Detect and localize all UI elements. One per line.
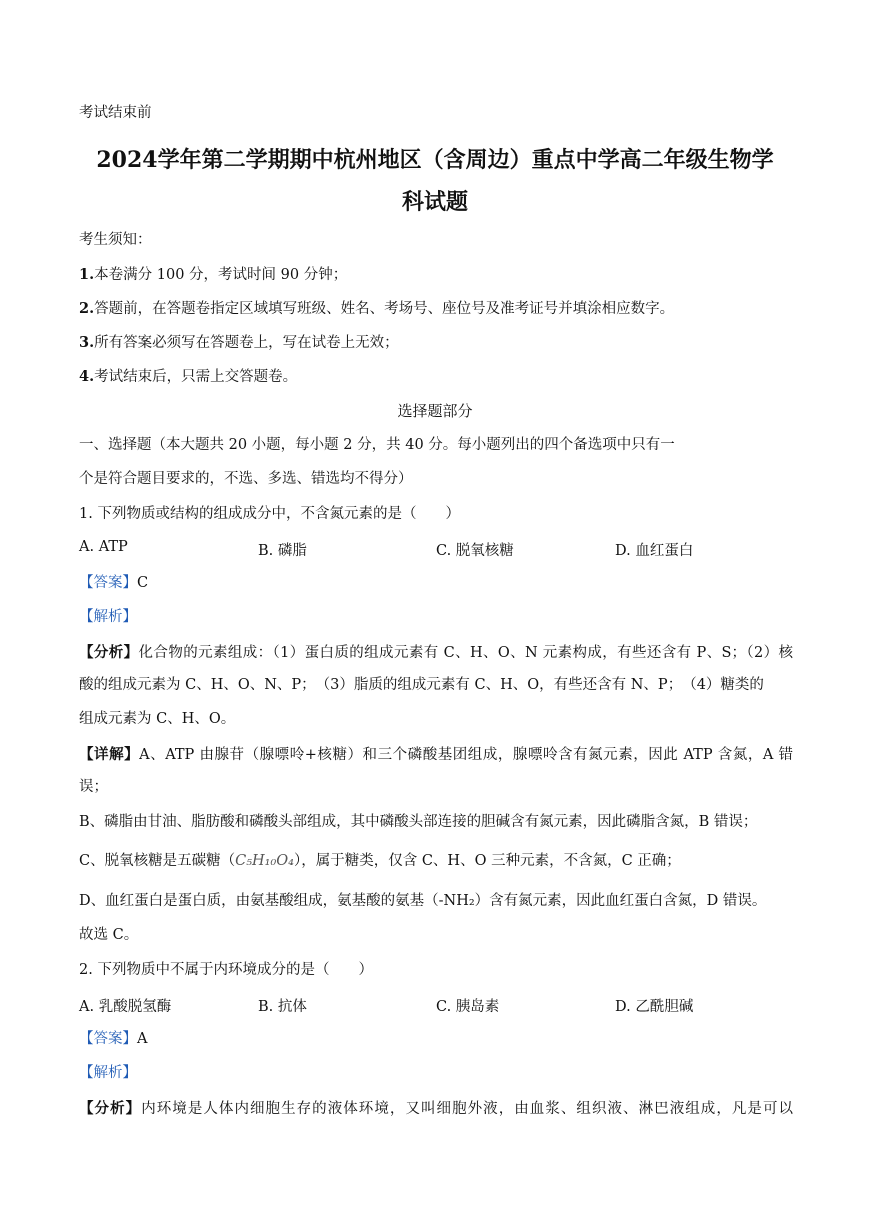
fenxi-label: 【分析】 [79,1100,142,1117]
answer-value: C [137,575,149,591]
notice-item-text: 考试结束后，只需上交答题卷。 [94,369,298,385]
q1-fenxi-line2: 酸的组成元素为 C、H、O、N、P； （3）脂质的组成元素有 C、H、O，有些还含有 N、P； （4）糖类的 [79,677,764,693]
answer-value: A [137,1031,148,1047]
notice-item-text: 答题前，在答题卷指定区域填写班级、姓名、考场号、座位号及准考证号并填涂相应数字。 [94,301,675,317]
q2-option-d: D. 乙酰胆碱 [615,999,694,1015]
q2-stem: 2. 下列物质中不属于内环境成分的是（ ） [79,962,373,978]
notice-heading: 考生须知： [79,232,152,248]
section-title: 选择题部分 [397,402,473,420]
section-intro-line2: 个是符合题目要求的，不选、多选、错选均不得分） [79,471,413,487]
q2-option-a: A. 乳酸脱氢酶 [79,999,172,1015]
notice-item-number: 4. [79,368,95,385]
exam-title-line2: 科试题 [401,189,468,215]
q1-detail-line2: 误； [79,779,108,795]
q1-detail-line3: B、磷脂由甘油、脂肪酸和磷酸头部组成，其中磷酸头部连接的胆碱含有氮元素，因此磷脂含氮，B 错误； [79,814,758,830]
q1-option-b: B. 磷脂 [258,543,307,559]
notice-item-text: 本卷满分 100 分，考试时间 90 分钟； [94,267,348,283]
q1-detail-line4 [79,851,681,871]
notice-item-text: 所有答案必须写在答题卷上，写在试卷上无效； [94,335,399,351]
q2-option-b: B. 抗体 [258,999,307,1015]
section-intro-line1: 一、选择题（本大题共 20 小题，每小题 2 分，共 40 分。每小题列出的四个备选项中只有一 [79,437,675,453]
q1-option-c: C. 脱氧核糖 [436,543,514,559]
deoxyribose-formula: C₅H₁₀O₄ [235,853,294,869]
fenxi-text: 化合物的元素组成：（1）蛋白质的组成元素有 C、H、O、N 元素构成，有些还含有 P、S；（2）核 [138,645,794,661]
answer-label: 【答案】 [79,1031,137,1047]
q1-fenxi-line3: 组成元素为 C、H、O。 [79,711,236,727]
notice-item-number: 3. [79,334,95,351]
q1-fenxi-line1 [79,641,793,662]
q2-answer [79,1029,147,1049]
notice-item-3 [79,333,399,353]
q2-option-c: C. 胰岛素 [436,999,500,1015]
fenxi-label: 【分析】 [79,644,139,661]
q1-option-d: D. 血红蛋白 [615,543,694,559]
detail-text: C、脱氧核糖是五碳糖（ [79,853,236,869]
q2-analysis-label: 【解析】 [79,1065,137,1081]
notice-item-2 [79,299,674,319]
notice-item-1 [79,265,347,285]
detail-label: 【详解】 [79,746,140,763]
q1-detail-line5: D、血红蛋白是蛋白质，由氨基酸组成，氨基酸的氨基（-NH₂）含有氮元素，因此血红蛋白含氮，D 错误。 [79,893,767,909]
detail-text: ），属于糖类，仅含 C、H、O 三种元素，不含氮，C 正确； [293,853,681,869]
header-note: 考试结束前 [79,105,152,121]
q1-detail-line1 [79,743,793,764]
q1-answer [79,573,148,593]
q2-fenxi-line1 [79,1097,793,1118]
notice-item-number: 1. [79,266,95,283]
q1-option-a: A. ATP [79,539,128,555]
answer-label: 【答案】 [79,575,137,591]
exam-title-line1: 2024学年第二学期期中杭州地区（含周边）重点中学高二年级生物学 [96,147,774,173]
detail-text: A、ATP 由腺苷（腺嘌呤+核糖）和三个磷酸基团组成，腺嘌呤含有氮元素，因此 ATP 含氮，A 错 [139,747,793,763]
q1-conclusion: 故选 C。 [79,927,139,943]
notice-item-number: 2. [79,300,95,317]
fenxi-text: 内环境是人体内细胞生存的液体环境，又叫细胞外液，由血浆、组织液、淋巴液组成，凡是可以 [141,1101,794,1117]
notice-item-4 [79,367,297,387]
q1-stem: 1. 下列物质或结构的组成成分中，不含氮元素的是（ ） [79,506,460,522]
q1-analysis-label: 【解析】 [79,609,137,625]
